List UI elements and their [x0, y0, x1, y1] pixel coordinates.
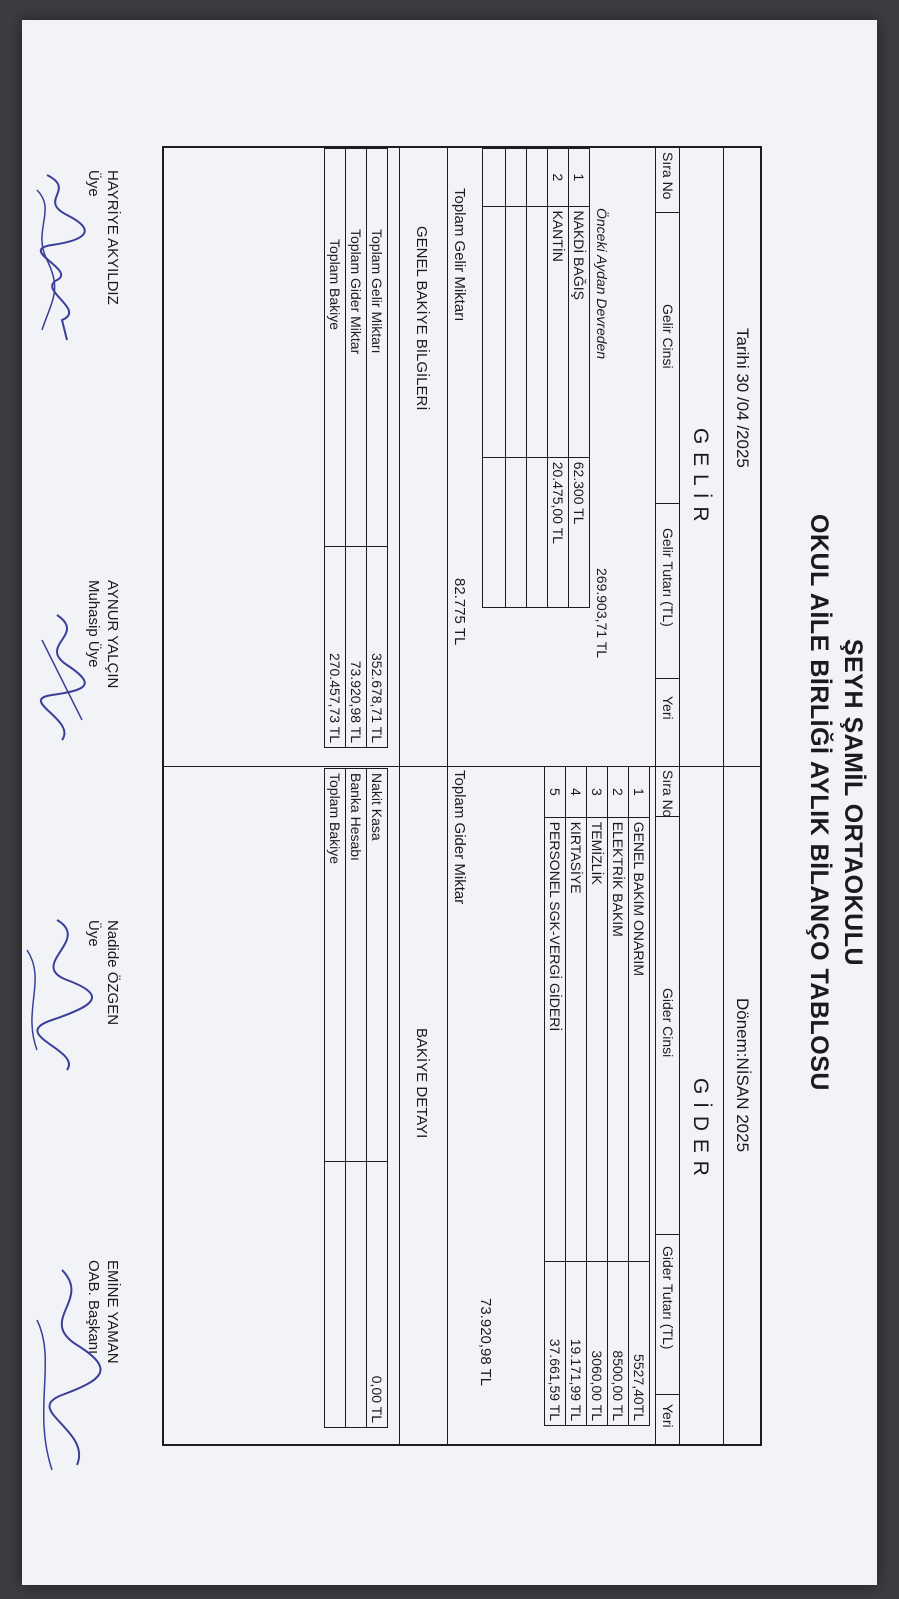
rotated-document [22, 20, 877, 1585]
general-balance-amount: 73.920,98 TL [346, 547, 367, 748]
signatory-name: HAYRİYE AKYILDIZ [104, 170, 121, 305]
general-balance-label: Toplam Gider Miktar [346, 149, 367, 547]
expense-row-no: 2 [608, 767, 629, 818]
header-divider [655, 148, 656, 1444]
signatory-role: OAB. Başkanı [85, 1260, 102, 1355]
expense-row-amount: 19.171,99 TL [566, 1261, 587, 1426]
signatory-name: AYNUR YALÇIN [104, 580, 121, 689]
balance-detail-amount [325, 1162, 346, 1428]
expense-total-label: Toplam Gider Miktar [451, 770, 468, 905]
signature-2-mark [27, 610, 97, 750]
income-row-amount: 62.300 TL [569, 457, 590, 607]
signature-3-mark [17, 910, 107, 1080]
income-col-place: Yeri [660, 696, 676, 720]
signatory-name: EMİNE YAMAN [104, 1260, 121, 1364]
col-divider [656, 678, 680, 679]
row-divider [723, 148, 724, 1444]
balance-detail-label: Toplam Bakiye [325, 769, 346, 1162]
general-balance-title: GENEL BAKİYE BİLGİLERİ [413, 226, 430, 411]
income-col-type: Gelir Cinsi [660, 304, 676, 369]
table-row [346, 769, 367, 1428]
expense-row-no: 4 [566, 767, 587, 818]
table-row [569, 149, 590, 608]
signature-1-mark [27, 170, 107, 350]
table-row [506, 149, 527, 608]
expense-row-no: 5 [545, 767, 566, 818]
row-divider [679, 148, 680, 1444]
totals-divider [447, 148, 448, 1444]
expense-row-type: ELEKTRİK BAKIM [608, 817, 629, 1261]
expense-total-amount: 73.920,98 TL [477, 1298, 494, 1387]
col-divider [656, 1394, 680, 1395]
signatory-role: Üye [85, 920, 102, 947]
balance-detail-title: BAKİYE DETAYI [413, 1028, 430, 1139]
signatory-name: Nadide ÖZGEN [104, 920, 121, 1026]
general-balance-amount: 352.678,71 TL [367, 547, 388, 748]
document-title: OKUL AİLE BİRLİĞİ AYLIK BİLANÇO TABLOSU [805, 514, 833, 1091]
table-row [629, 767, 650, 1426]
expense-col-type: Gider Cinsi [660, 988, 676, 1058]
period-label: Dönem:NİSAN 2025 [733, 998, 752, 1153]
income-row-no: 1 [569, 149, 590, 207]
balance-detail-amount [346, 1162, 367, 1428]
col-divider [656, 1234, 680, 1235]
row-divider [399, 148, 400, 1444]
expense-col-amount: Gider Tutarı (TL) [660, 1246, 676, 1350]
col-divider [656, 816, 680, 817]
expense-section-title: G İ D E R [689, 1078, 712, 1177]
income-col-amount: Gelir Tutarı (TL) [660, 528, 676, 627]
balance-detail-label: Banka Hesabı [346, 769, 367, 1162]
income-total-label: Toplam Gelir Miktarı [451, 188, 468, 322]
income-total-amount: 82.775 TL [451, 578, 468, 646]
table-row [325, 769, 346, 1428]
signature-4-mark [27, 1260, 112, 1480]
income-table [482, 148, 590, 608]
carryover-amount: 269.903,71 TL [594, 568, 610, 659]
expense-col-no: Sıra No [660, 770, 676, 818]
expense-row-amount: 5527,40TL [629, 1261, 650, 1426]
signatory-role: Üye [85, 170, 102, 197]
expense-row-type: TEMİZLİK [587, 817, 608, 1261]
table-row [608, 767, 629, 1426]
income-row-amount: 20.475,00 TL [548, 457, 569, 607]
center-divider [164, 766, 760, 767]
expense-row-no: 3 [587, 767, 608, 818]
table-row [346, 149, 367, 748]
balance-detail-amount: 0,00 TL [367, 1162, 388, 1428]
expense-row-no: 1 [629, 767, 650, 818]
expense-row-amount: 8500,00 TL [608, 1261, 629, 1426]
table-row [325, 149, 346, 748]
balance-detail-table [324, 768, 388, 1428]
general-balance-table [324, 148, 388, 748]
income-row-no: 2 [548, 149, 569, 207]
balance-detail-label: Nakit Kasa [367, 769, 388, 1162]
expense-row-amount: 3060,00 TL [587, 1261, 608, 1426]
general-balance-label: Toplam Gelir Miktarı [367, 149, 388, 547]
expense-table [544, 766, 650, 1426]
carryover-label: Önceki Aydan Devreden [594, 208, 610, 360]
expense-row-type: KIRTASİYE [566, 817, 587, 1261]
table-row [367, 149, 388, 748]
school-name: ŞEYH ŞAMİL ORTAOKULU [839, 638, 867, 967]
table-row [483, 149, 506, 608]
table-row [527, 149, 548, 608]
signatory-role: Muhasip Üye [85, 580, 102, 668]
table-row [548, 149, 569, 608]
paper-sheet [22, 20, 877, 1585]
table-row [367, 769, 388, 1428]
expense-row-type: PERSONEL SGK-VERGİ GİDERİ [545, 817, 566, 1261]
income-col-no: Sıra No [660, 152, 676, 200]
general-balance-label: Toplam Bakiye [325, 149, 346, 547]
table-row [545, 767, 566, 1426]
col-divider [656, 212, 680, 213]
table-row [587, 767, 608, 1426]
income-row-type: KANTİN [548, 206, 569, 457]
expense-col-place: Yeri [660, 1404, 676, 1428]
expense-row-type: GENEL BAKIM ONARIM [629, 817, 650, 1261]
income-section-title: G E L İ R [689, 428, 712, 523]
income-row-type: NAKDİ BAĞIŞ [569, 206, 590, 457]
general-balance-amount: 270.457,73 TL [325, 547, 346, 748]
col-divider [656, 503, 680, 504]
date-label: Tarihi 30 /04 /2025 [733, 328, 752, 468]
balance-frame [162, 146, 762, 1446]
expense-row-amount: 37.661,59 TL [545, 1261, 566, 1426]
table-row [566, 767, 587, 1426]
